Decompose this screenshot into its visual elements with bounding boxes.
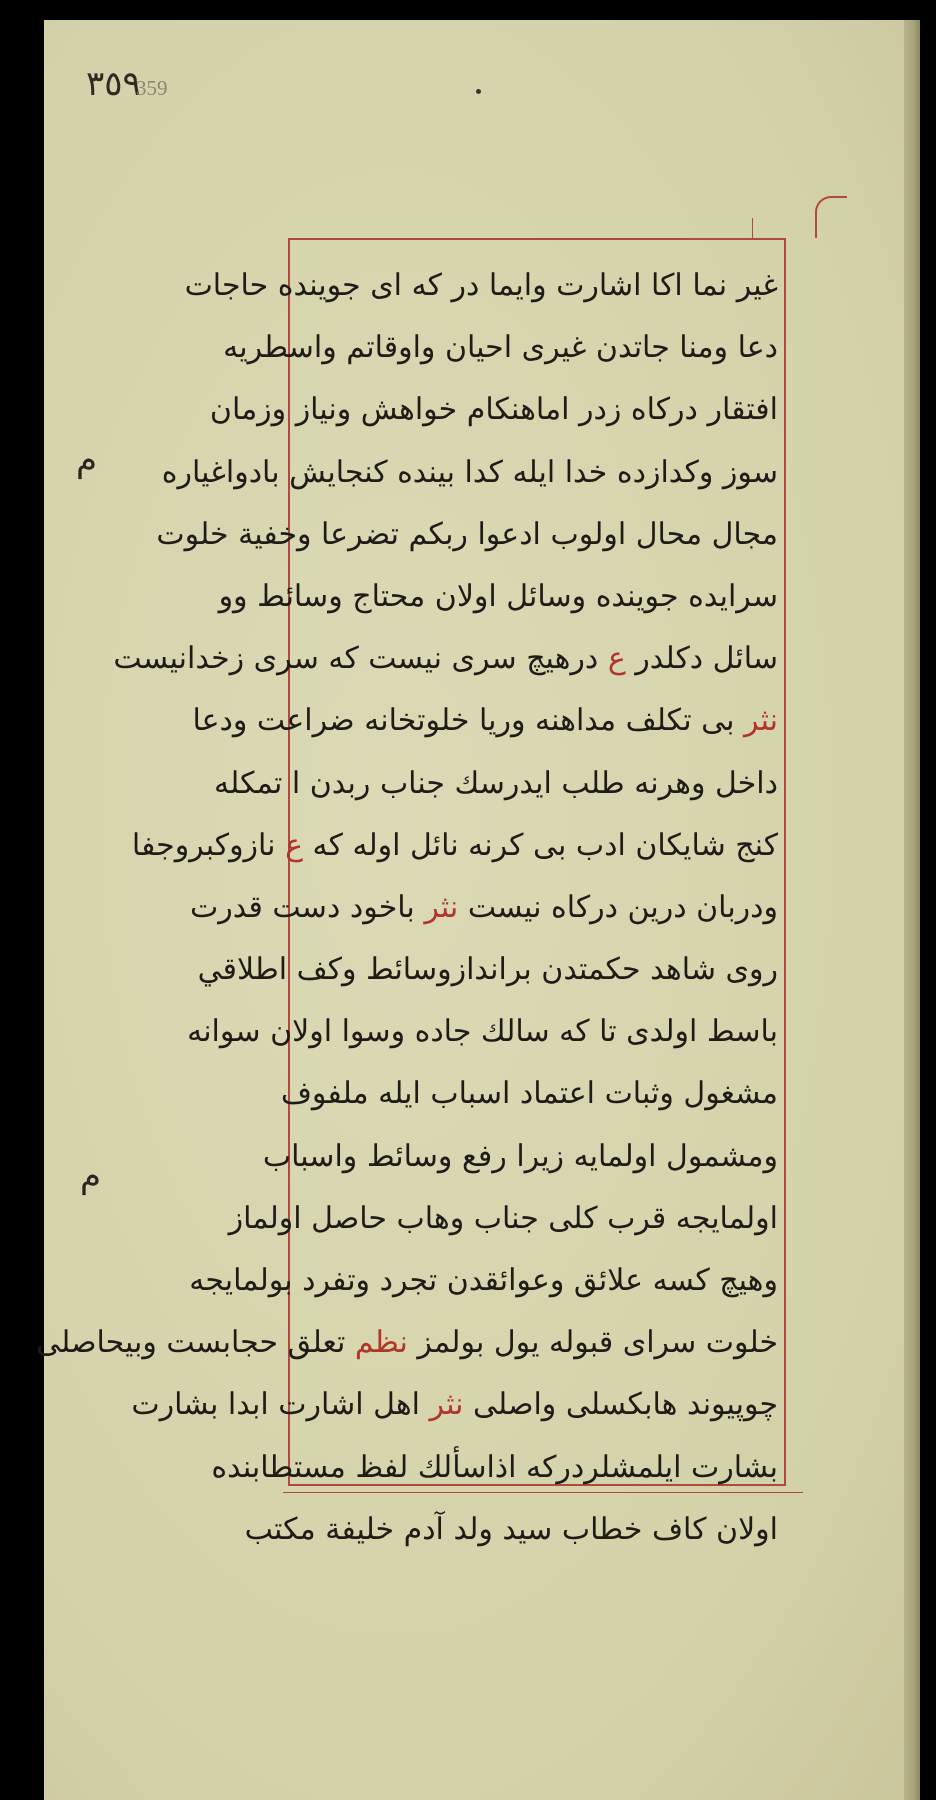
text-line: وهيچ كسه علائق وعوائقدن تجرد وتفرد بولمايجه [189, 1263, 778, 1298]
text-line: ومشمول اولمايه زيرا رفع وسائط واسباب [262, 1138, 778, 1174]
margin-note: م [80, 1156, 102, 1196]
text-line: سرايده جوينده وسائل اولان محتاج وسائط وو [218, 578, 778, 614]
rubric-word: نثر [424, 889, 459, 925]
text-line: روى شاهد حكمتدن براندازوسائط وكف اطلاقي [197, 952, 778, 988]
folio-number-latin: 359 [136, 76, 168, 100]
text-line: بشارت ايلمشلردركه اذاسألك لفظ مستطابنده [211, 1449, 778, 1485]
rubric-word: ع [607, 641, 626, 677]
text-line: مجال محال اولوب ادعوا ربكم تضرعا وخفية خلوت [156, 516, 778, 552]
text-line: خلوت سراى قبوله يول بولمز نظم تعلق حجابست وبيحاصلى [36, 1325, 778, 1361]
text-line: ودربان درين دركاه نيست نثر باخود دست قدرت [189, 889, 778, 925]
top-rule-tick [752, 218, 753, 238]
margin-note: م [76, 440, 98, 480]
folio-number-arabic: ٣٥٩ [86, 64, 141, 104]
text-line: اولان كاف خطاب سيد ولد آدم خليفة مكتب [244, 1511, 778, 1547]
text-line: مشغول وثبات اعتماد اسباب ايله ملفوف [280, 1076, 778, 1112]
text-line: كنج شايكان ادب بى كرنه نائل اوله كه ع نازوكبروجفا [131, 827, 778, 863]
text-line: سوز وكدازده خدا ايله كدا بينده كنجايش بادواغياره [161, 454, 778, 490]
rubric-word: ع [285, 827, 303, 863]
text-line: سائل دكلدر ع درهيچ سرى نيست كه سرى زخدانيست [113, 641, 778, 677]
page-spine-edge [904, 20, 920, 1800]
margin-ornament [815, 196, 847, 238]
rubric-word: نظم [354, 1325, 408, 1361]
ink-dot [476, 89, 481, 94]
rubric-word: نثر [744, 703, 778, 739]
text-line: داخل وهرنه طلب ايدرسك جناب ربدن ا تمكله [214, 765, 778, 801]
text-line: دعا ومنا جاتدن غيرى احيان واوقاتم واسطريه [223, 330, 778, 366]
text-line: باسط اولدى تا كه سالك جاده وسوا اولان سوانه [187, 1014, 778, 1050]
text-block [36, 255, 778, 1561]
rubric-word: نثر [429, 1387, 464, 1423]
text-line: نثر بى تكلف مداهنه وريا خلوتخانه ضراعت ودعا [192, 703, 778, 739]
text-line: افتقار دركاه زدر اماهنكام خواهش ونياز وزمان [209, 392, 778, 428]
text-line: غير نما اكا اشارت وايما در كه اى جوينده حاجات [184, 268, 778, 303]
text-line: چوپيوند هابكسلى واصلى نثر اهل اشارت ابدا بشارت [131, 1387, 778, 1423]
text-line: اولمايجه قرب كلى جناب وهاب حاصل اولماز [228, 1200, 778, 1236]
